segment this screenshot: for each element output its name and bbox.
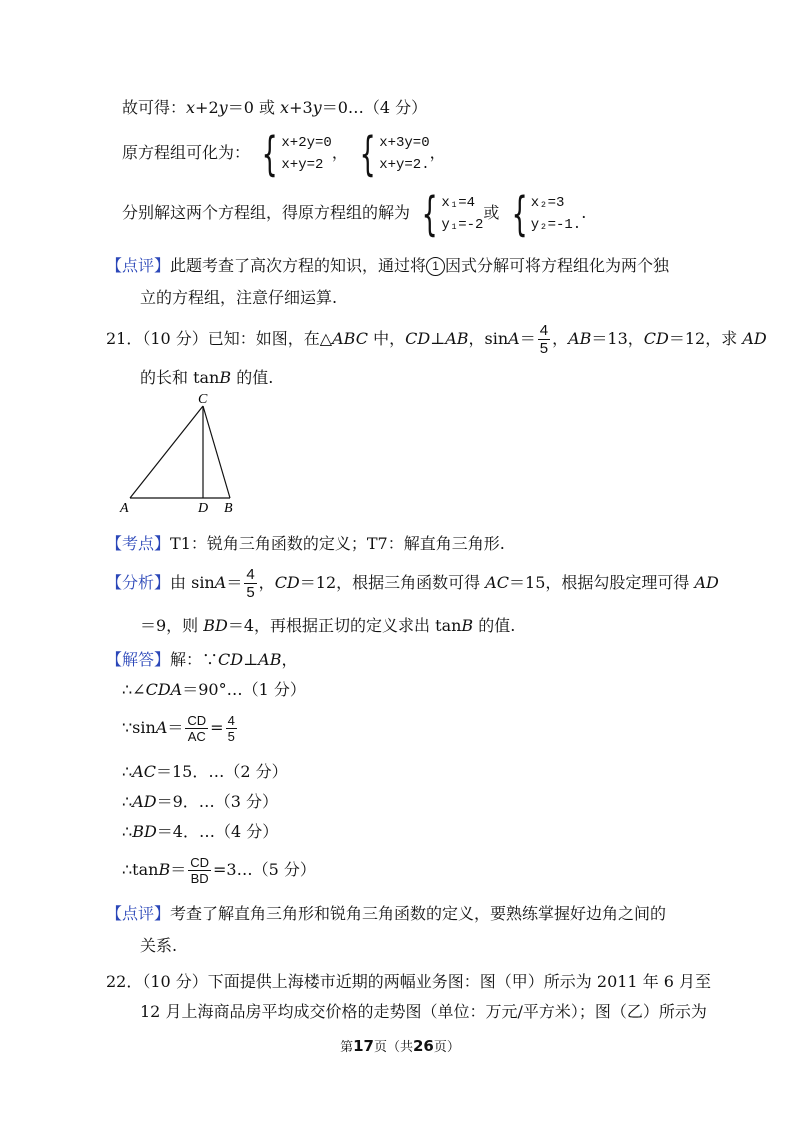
step-1: ∴∠CDA＝90°…（1 分） [122,680,306,699]
step-5: ∴BD＝4．…（4 分） [122,822,279,841]
solution-system-2: { x₂=3 y₂=-1. [511,186,582,241]
side-cb [203,406,230,498]
q20-line-2: 原方程组可化为： { x+2y=0 x+y=2 ， { x+3y=0 x+y=2. ， [122,126,446,181]
label-a: A [120,501,129,516]
equation-system-2: { x+3y=0 x+y=2. [359,126,430,181]
circle-number-icon: 1 [426,257,445,276]
step-6: ∴tanB＝ $\frac{CD}{BD}$ =3…（5 分） [122,855,316,886]
side-ac [130,406,203,498]
q21-fenxi-line-2: ＝9，则 BD＝4，再根据正切的定义求出 tanB 的值. [140,616,516,635]
solution-system-1: { x₁=4 y₁=-2 [421,186,484,241]
step-4: ∴AD＝9．…（3 分） [122,792,279,811]
page-total: 26 [413,1037,434,1055]
q20-comment: 【点评】此题考查了高次方程的知识，通过将 1 因式分解可将方程组化为两个独 [106,256,670,275]
q22-line-2: 12 月上海商品房平均成交价格的走势图（单位：万元/平方米）；图（乙）所示为 [140,1002,707,1021]
q21-jieda: 【解答】解：∵CD⊥AB， [106,650,298,669]
q21-dianping-line-2: 关系. [140,936,178,955]
fraction-4-5-b: $\frac{4}{5}$ [246,566,255,601]
equation-system-1: { x+2y=0 x+y=2 [261,126,332,181]
q22-line-1: 22．（10 分）下面提供上海楼市近期的两幅业务图：图（甲）所示为 2011 年 6 月至 [106,972,712,991]
q21-question: 21．（10 分）已知：如图，在△ABC 中，CD⊥AB，sinA＝ $\frac{4}{5}$ ，AB＝13，CD＝12，求 AD [106,322,767,357]
q21-question-line-2: 的长和 tanB 的值. [140,368,274,387]
q20-comment-line-2: 立的方程组，注意仔细运算. [140,288,338,307]
q20-line-3: 分别解这两个方程组，得原方程组的解为 { x₁=4 y₁=-2 或 { x₂=3 y₂=-1. . [122,186,587,241]
q21-dianping: 【点评】考查了解直角三角形和锐角三角函数的定义，要熟练掌握好边角之间的 [106,904,667,923]
triangle-figure [116,390,246,520]
fraction-4-5: $\frac{4}{5}$ [539,322,549,357]
label-b: B [224,501,233,516]
page-number: 17 [353,1037,374,1055]
label-c: C [198,392,208,407]
q21-fenxi: 【分析】由 sinA＝ $\frac{4}{5}$ ，CD＝12，根据三角函数可得 AC＝15，根据勾股定理可得 AD [106,566,719,601]
fraction-cd-ac: $\frac{CD}{AC}$ [187,713,207,744]
fraction-4-5-c: $\frac{4}{5}$ [227,713,235,744]
page-footer: 第17页（共26页） [340,1037,460,1055]
label-d: D [198,501,209,516]
step-3: ∴AC＝15．…（2 分） [122,762,288,781]
fraction-cd-bd: $\frac{CD}{BD}$ [190,855,210,886]
q20-line-1: 故可得：x+2y＝0 或 x+3y＝0…（4 分） [122,98,428,117]
step-2: ∵sinA＝ $\frac{CD}{AC}$ = $\frac{4}{5}$ [122,713,235,744]
comment-tag: 【点评】 [106,256,171,275]
q21-kaodian: 【考点】T1：锐角三角函数的定义；T7：解直角三角形. [106,534,505,553]
